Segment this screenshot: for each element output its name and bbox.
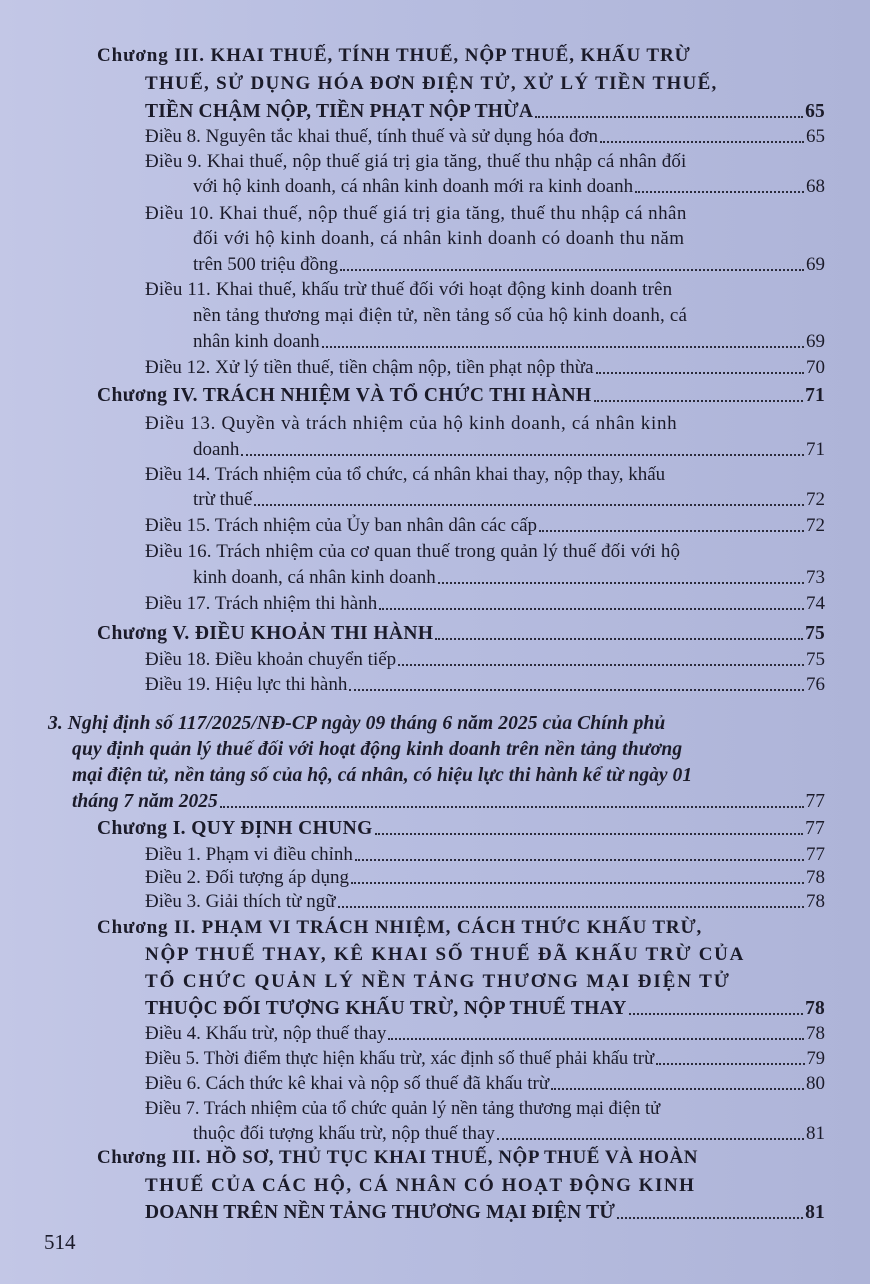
entry-text: Chương IV. TRÁCH NHIỆM VÀ TỔ CHỨC THI HÀNH: [97, 385, 592, 406]
entry-text: Điều 12. Xử lý tiền thuế, tiền chậm nộp, tiền phạt nộp thừa: [145, 357, 594, 378]
leader-dots: [629, 1013, 804, 1015]
entry-text: kinh doanh, cá nhân kinh doanh: [193, 567, 436, 588]
decree-3-chapter-1-heading[interactable]: [97, 817, 825, 841]
page-ref: 65: [805, 101, 825, 122]
page-ref: 75: [805, 623, 825, 644]
toc-entry-dieu-9-line-1: Điều 9. Khai thuế, nộp thuế giá trị gia tăng, thuế thu nhập cá nhân đối: [145, 151, 687, 172]
page-ref: 69: [806, 254, 825, 275]
page-ref: 71: [805, 385, 825, 406]
entry-text: trừ thuế: [193, 489, 253, 510]
toc-entry-dieu-8[interactable]: [145, 125, 825, 149]
leader-dots: [338, 906, 804, 908]
leader-dots: [379, 608, 804, 610]
toc-entry-dieu-11-line-1: Điều 11. Khai thuế, khấu trừ thuế đối với hoạt động kinh doanh trên: [145, 279, 673, 300]
page-ref: 78: [805, 998, 825, 1019]
toc-entry-dieu-16[interactable]: [193, 566, 825, 590]
leader-dots: [220, 806, 804, 808]
entry-text: doanh: [193, 439, 240, 460]
toc-entry-dieu-10-line-1: Điều 10. Khai thuế, nộp thuế giá trị gia tăng, thuế thu nhập cá nhân: [145, 203, 687, 224]
leader-dots: [388, 1038, 804, 1040]
page-ref: 73: [806, 567, 825, 588]
page-ref: 72: [806, 515, 825, 536]
leader-dots: [596, 372, 804, 374]
chapter-3-heading-line-2: THUẾ, SỬ DỤNG HÓA ĐƠN ĐIỆN TỬ, XỬ LÝ TIỀN THUẾ,: [145, 73, 718, 94]
toc-entry-dieu-11[interactable]: [193, 330, 825, 354]
decree-3-chapter-3-heading[interactable]: [145, 1201, 825, 1225]
leader-dots: [635, 191, 804, 193]
leader-dots: [435, 638, 803, 640]
decree-3-chapter-2-heading-line-3: TỔ CHỨC QUẢN LÝ NỀN TẢNG THƯƠNG MẠI ĐIỆN TỬ: [145, 971, 731, 992]
toc-entry-decree-3-dieu-7[interactable]: [193, 1122, 825, 1146]
leader-dots: [594, 400, 804, 402]
toc-entry-dieu-10-line-2: đối với hộ kinh doanh, cá nhân kinh doanh có doanh thu năm: [193, 228, 685, 249]
entry-text: Điều 19. Hiệu lực thi hành: [145, 674, 348, 695]
toc-entry-dieu-15[interactable]: [145, 514, 825, 538]
toc-entry-dieu-13-line-1: Điều 13. Quyền và trách nhiệm của hộ kinh doanh, cá nhân kinh: [145, 413, 678, 434]
toc-entry-dieu-16-line-1: Điều 16. Trách nhiệm của cơ quan thuế trong quản lý thuế đối với hộ: [145, 541, 681, 562]
toc-entry-dieu-10[interactable]: [193, 253, 825, 277]
toc-entry-decree-3-dieu-7-line-1: Điều 7. Trách nhiệm của tổ chức quản lý nền tảng thương mại điện tử: [145, 1099, 661, 1119]
entry-text: trên 500 triệu đồng: [193, 254, 339, 275]
chapter-3-heading-line-1: Chương III. KHAI THUẾ, TÍNH THUẾ, NỘP THUẾ, KHẤU TRỪ: [97, 45, 691, 66]
entry-text: Điều 18. Điều khoản chuyển tiếp: [145, 649, 397, 670]
entry-text: Điều 4. Khấu trừ, nộp thuế thay: [145, 1023, 387, 1044]
chapter-3-heading-text: TIỀN CHẬM NỘP, TIỀN PHẠT NỘP THỪA: [145, 101, 534, 122]
page-ref: 74: [806, 593, 825, 614]
leader-dots: [656, 1063, 804, 1065]
page-ref: 71: [806, 439, 825, 460]
toc-entry-dieu-19[interactable]: [145, 673, 825, 697]
page-ref: 70: [806, 357, 825, 378]
toc-entry-decree-3-dieu-3[interactable]: [145, 890, 825, 914]
decree-3-chapter-2-heading-line-1: Chương II. PHẠM VI TRÁCH NHIỆM, CÁCH THỨC KHẤU TRỪ,: [97, 917, 703, 938]
toc-entry-dieu-14-line-1: Điều 14. Trách nhiệm của tổ chức, cá nhân khai thay, nộp thay, khấu: [145, 464, 666, 485]
page-ref: 76: [806, 674, 825, 695]
entry-text: Điều 1. Phạm vi điều chỉnh: [145, 844, 353, 865]
decree-3-chapter-2-heading-line-2: NỘP THUẾ THAY, KÊ KHAI SỐ THUẾ ĐÃ KHẤU TRỪ CỦA: [145, 944, 746, 965]
entry-text: tháng 7 năm 2025: [72, 791, 218, 812]
leader-dots: [241, 454, 804, 456]
decree-3-title-line-2: quy định quản lý thuế đối với hoạt động kinh doanh trên nền tảng thương: [72, 739, 683, 760]
entry-text: Chương V. ĐIỀU KHOẢN THI HÀNH: [97, 623, 434, 644]
toc-entry-decree-3-dieu-5[interactable]: [145, 1047, 825, 1071]
leader-dots: [539, 530, 804, 532]
toc-entry-decree-3-dieu-4[interactable]: [145, 1022, 825, 1046]
leader-dots: [340, 269, 804, 271]
page-ref: 78: [806, 891, 825, 912]
decree-3-title-line-1: 3. Nghị định số 117/2025/NĐ-CP ngày 09 tháng 6 năm 2025 của Chính phủ: [48, 713, 666, 734]
toc-entry-dieu-12[interactable]: [145, 356, 825, 380]
entry-text: Chương I. QUY ĐỊNH CHUNG: [97, 818, 373, 839]
page-ref: 81: [806, 1123, 825, 1144]
leader-dots: [349, 689, 804, 691]
chapter-3-heading-line-3[interactable]: [145, 100, 825, 124]
page-ref: 77: [805, 818, 825, 839]
leader-dots: [322, 346, 804, 348]
toc-entry-dieu-11-line-2: nền tảng thương mại điện tử, nền tảng số của hộ kinh doanh, cá: [193, 305, 688, 326]
page-ref: 65: [806, 126, 825, 147]
toc-entry-decree-3-dieu-6[interactable]: [145, 1072, 825, 1096]
leader-dots: [600, 141, 804, 143]
leader-dots: [254, 504, 804, 506]
leader-dots: [535, 116, 803, 118]
leader-dots: [351, 882, 804, 884]
page-number: 514: [44, 1230, 76, 1254]
decree-3-title-line-3: mại điện tử, nền tảng số của hộ, cá nhân, có hiệu lực thi hành kể từ ngày 01: [72, 765, 693, 786]
entry-text: thuộc đối tượng khấu trừ, nộp thuế thay: [193, 1123, 495, 1144]
page-ref: 79: [806, 1049, 825, 1069]
page-ref: 69: [806, 331, 825, 352]
page-ref: 78: [806, 1023, 825, 1044]
entry-text: Điều 15. Trách nhiệm của Ủy ban nhân dân các cấp: [145, 515, 538, 536]
page-ref: 72: [806, 489, 825, 510]
decree-3-chapter-2-heading[interactable]: [145, 997, 825, 1021]
entry-text: nhân kinh doanh: [193, 331, 320, 352]
entry-text: THUỘC ĐỐI TƯỢNG KHẤU TRỪ, NỘP THUẾ THAY: [145, 998, 627, 1019]
chapter-4-heading[interactable]: [97, 384, 825, 408]
toc-entry-dieu-18[interactable]: [145, 648, 825, 672]
page-ref: 77: [805, 791, 825, 812]
leader-dots: [551, 1088, 804, 1090]
page-ref: 78: [806, 867, 825, 888]
leader-dots: [398, 664, 804, 666]
toc-entry-decree-3-dieu-2[interactable]: [145, 866, 825, 890]
entry-text: với hộ kinh doanh, cá nhân kinh doanh mới ra kinh doanh: [193, 176, 634, 197]
page-ref: 77: [806, 844, 825, 865]
leader-dots: [617, 1217, 803, 1219]
toc-entry-dieu-17[interactable]: [145, 592, 825, 616]
toc-entry-dieu-14[interactable]: [193, 488, 825, 512]
leader-dots: [355, 859, 804, 861]
decree-3-chapter-3-heading-line-2: THUẾ CỦA CÁC HỘ, CÁ NHÂN CÓ HOẠT ĐỘNG KINH: [145, 1175, 696, 1196]
toc-entry-decree-3-dieu-1[interactable]: [145, 843, 825, 867]
entry-text: Điều 2. Đối tượng áp dụng: [145, 867, 349, 888]
page-ref: 75: [806, 649, 825, 670]
toc-entry-dieu-9[interactable]: [193, 175, 825, 199]
entry-text: Điều 5. Thời điểm thực hiện khấu trừ, xác định số thuế phải khấu trừ: [145, 1049, 655, 1069]
entry-text: Điều 17. Trách nhiệm thi hành: [145, 593, 378, 614]
leader-dots: [497, 1138, 804, 1140]
chapter-5-heading[interactable]: [97, 622, 825, 646]
decree-3-chapter-3-heading-line-1: Chương III. HỒ SƠ, THỦ TỤC KHAI THUẾ, NỘP THUẾ VÀ HOÀN: [97, 1147, 698, 1168]
leader-dots: [375, 833, 803, 835]
entry-text: DOANH TRÊN NỀN TẢNG THƯƠNG MẠI ĐIỆN TỬ: [145, 1202, 616, 1223]
page-ref: 80: [806, 1073, 825, 1094]
entry-text: Điều 3. Giải thích từ ngữ: [145, 891, 336, 912]
entry-text: Điều 6. Cách thức kê khai và nộp số thuế đã khấu trừ: [145, 1073, 550, 1094]
leader-dots: [438, 582, 804, 584]
decree-3-entry[interactable]: [72, 790, 825, 814]
toc-entry-dieu-13[interactable]: [193, 438, 825, 462]
page-ref: 81: [805, 1202, 825, 1223]
page-ref: 68: [806, 176, 825, 197]
entry-text: Điều 8. Nguyên tắc khai thuế, tính thuế và sử dụng hóa đơn: [145, 126, 599, 147]
